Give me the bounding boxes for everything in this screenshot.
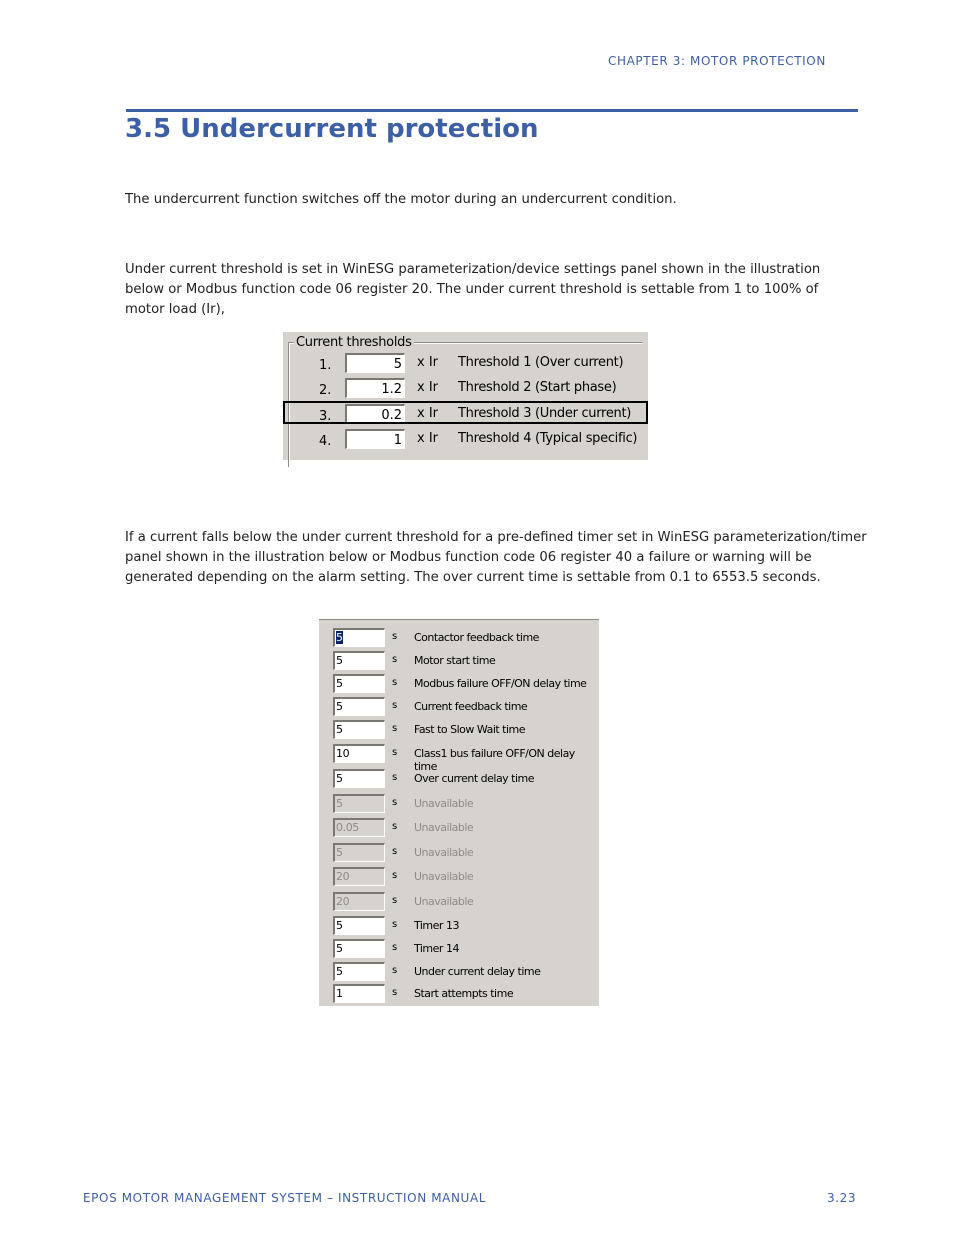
timer-unit: s: [392, 846, 398, 857]
timer-2-input[interactable]: 5: [333, 651, 385, 670]
timer-unit: s: [392, 797, 398, 808]
current-thresholds-panel: [283, 332, 648, 460]
chapter-header: CHAPTER 3: MOTOR PROTECTION: [608, 54, 826, 68]
paragraph-timer: If a current falls below the under current threshold for a pre-defined timer set in WinESG parameterization/timer panel shown in the illustration below or Modbus function code 06 register 40 a failure or warning will be generated depending on the alarm setting. The over current time is settable from 0.1 to 6553.5 seconds.: [125, 530, 867, 585]
timer-label: Unavailable: [414, 895, 474, 908]
timer-unit: s: [392, 870, 398, 881]
timer-row-6: [319, 744, 599, 773]
timer-label: Start attempts time: [414, 987, 514, 1000]
timer-label: Motor start time: [414, 654, 496, 667]
undercurrent-highlight-box: [283, 401, 648, 424]
timer-label: Under current delay time: [414, 965, 541, 978]
timer-unit: s: [392, 919, 398, 930]
title-rule: [126, 109, 858, 112]
threshold-unit: x Ir: [417, 406, 439, 421]
threshold-2-input[interactable]: 1.2: [345, 378, 405, 398]
timer-label: Unavailable: [414, 821, 474, 834]
timer-unit: s: [392, 631, 398, 642]
timer-label: Timer 13: [414, 919, 459, 932]
timer-unit: s: [392, 895, 398, 906]
timer-14-input[interactable]: 5: [333, 939, 385, 958]
threshold-number: 2.: [319, 383, 332, 398]
timer-10-input: 5: [333, 843, 385, 862]
timer-unit: s: [392, 772, 398, 783]
timer-unit: s: [392, 700, 398, 711]
timer-16-input[interactable]: 1: [333, 984, 385, 1003]
threshold-1-input[interactable]: 5: [345, 353, 405, 373]
timer-row-14: [319, 939, 599, 961]
timer-row-3: [319, 674, 599, 696]
timer-unit: s: [392, 987, 398, 998]
timer-row-15: [319, 962, 599, 984]
timer-unit: s: [392, 677, 398, 688]
timer-12-input: 20: [333, 892, 385, 911]
threshold-unit: x Ir: [417, 380, 439, 395]
timer-label: Contactor feedback time: [414, 631, 539, 644]
timer-unit: s: [392, 654, 398, 665]
timer-label: Fast to Slow Wait time: [414, 723, 526, 736]
timer-11-input: 20: [333, 867, 385, 886]
threshold-label: Threshold 2 (Start phase): [458, 380, 617, 395]
timer-row-7: [319, 769, 599, 791]
threshold-3-input[interactable]: 0.2: [345, 404, 405, 424]
timer-label: Modbus failure OFF/ON delay time: [414, 677, 587, 690]
timer-unit: s: [392, 821, 398, 832]
timer-4-input[interactable]: 5: [333, 697, 385, 716]
timer-row-13: [319, 916, 599, 938]
timer-row-10: [319, 843, 599, 865]
timer-1-input[interactable]: [333, 628, 385, 647]
timer-panel: [319, 619, 599, 1006]
thresholds-group-label: Current thresholds: [296, 335, 412, 350]
timer-8-input: 5: [333, 794, 385, 813]
section-title: 3.5 Undercurrent protection: [125, 114, 539, 144]
threshold-unit: x Ir: [417, 355, 439, 370]
timer-label: Current feedback time: [414, 700, 528, 713]
threshold-label: Threshold 1 (Over current): [458, 355, 624, 370]
timer-5-input[interactable]: 5: [333, 720, 385, 739]
timer-13-input[interactable]: 5: [333, 916, 385, 935]
timer-row-4: [319, 697, 599, 719]
threshold-4-input[interactable]: 1: [345, 429, 405, 449]
paragraph-intro: The undercurrent function switches off the motor during an undercurrent condition.: [125, 192, 677, 207]
timer-6-input[interactable]: 10: [333, 744, 385, 763]
timer-unit: s: [392, 723, 398, 734]
threshold-row-2: [283, 378, 648, 403]
timer-3-input[interactable]: 5: [333, 674, 385, 693]
threshold-number: 3.: [319, 409, 332, 424]
timer-row-12: [319, 892, 599, 914]
timer-unit: s: [392, 942, 398, 953]
timer-row-2: [319, 651, 599, 673]
threshold-number: 4.: [319, 434, 332, 449]
threshold-row-4: [283, 429, 648, 454]
timer-row-1: [319, 628, 599, 650]
timer-value: 5: [336, 631, 343, 644]
threshold-label: Threshold 3 (Under current): [458, 406, 632, 421]
timer-9-input: 0.05: [333, 818, 385, 837]
threshold-label: Threshold 4 (Typical specific): [458, 431, 638, 446]
timer-row-9: [319, 818, 599, 840]
threshold-unit: x Ir: [417, 431, 439, 446]
threshold-row-1: [283, 353, 648, 378]
footer-page-number: 3.23: [827, 1191, 857, 1205]
timer-row-8: [319, 794, 599, 816]
timer-label: Timer 14: [414, 942, 459, 955]
timer-label: Over current delay time: [414, 772, 535, 785]
footer-manual-title: EPOS MOTOR MANAGEMENT SYSTEM – INSTRUCTION MANUAL: [83, 1191, 487, 1205]
timer-row-16: [319, 984, 599, 1006]
timer-7-input[interactable]: 5: [333, 769, 385, 788]
timer-15-input[interactable]: 5: [333, 962, 385, 981]
timer-label: Class1 bus failure OFF/ON delay time: [414, 747, 575, 773]
threshold-number: 1.: [319, 358, 332, 373]
timer-label: Unavailable: [414, 870, 474, 883]
timer-row-11: [319, 867, 599, 889]
timer-row-5: [319, 720, 599, 742]
timer-label: Unavailable: [414, 797, 474, 810]
timer-unit: s: [392, 965, 398, 976]
timer-unit: s: [392, 747, 398, 758]
paragraph-threshold: Under current threshold is set in WinESG parameterization/device settings panel shown in the illustration below or Modbus function code 06 register 20. The under current threshold is settable from 1 to 100% of motor load (Ir),: [125, 262, 821, 317]
timer-label: Unavailable: [414, 846, 474, 859]
